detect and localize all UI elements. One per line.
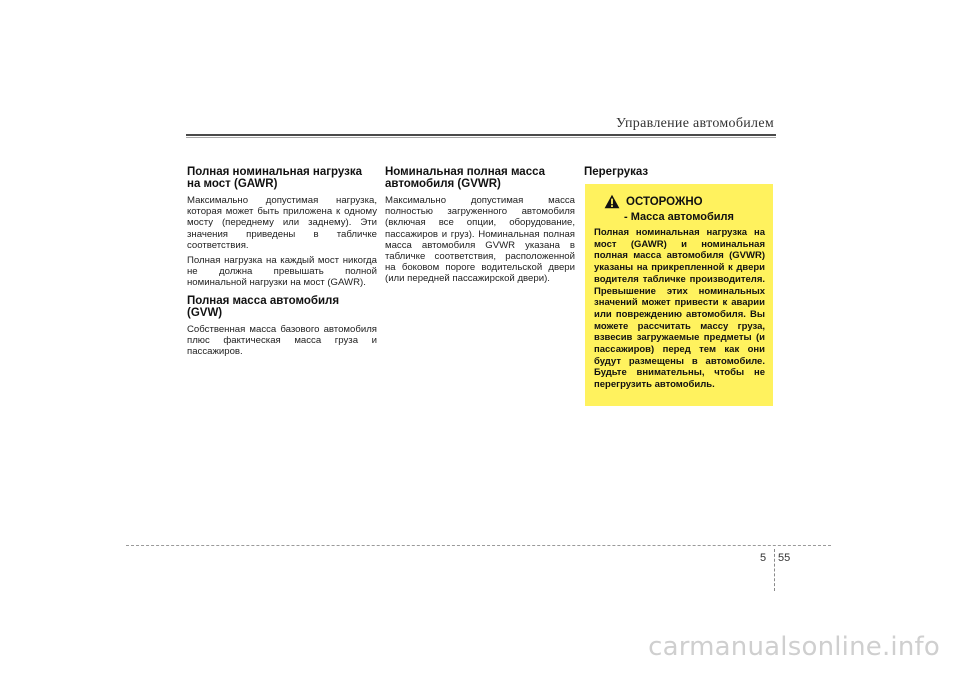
gvwr-heading: Номинальная полная масса автомобиля (GVWR) [385,166,546,190]
watermark: carmanualsonline.info [648,632,940,662]
warning-subtitle: - Масса автомобиля [624,211,734,223]
section-number: 5 [760,552,767,564]
footer-rule [126,545,831,546]
warning-text: Полная номинальная нагрузка на мост (GAWR) и номинальная полная масса автомобиля (GVWR) указаны на прикрепленной к двери водителя табличке производителя. Превышение этих номинальных значений может привести к аварии или повреждению автомобиля. Вы можете рассчитать массу груза, взвесив загружаемые предметы (и пассажиров) перед тем как они будут размещены в автомобиле. Будьте внимательны, чтобы не перегрузить автомобиль. [594,227,765,391]
overload-heading: Перегруказ [584,166,649,178]
gvw-paragraph: Собственная масса базового автомобиля плюс фактическая масса груза и пассажиров. [187,323,377,358]
warning-box [585,184,773,406]
page-number-divider [774,549,775,591]
page-number: 55 [778,552,791,564]
header-rule [186,134,776,136]
header-rule-thin [186,137,776,138]
warning-triangle-icon [604,194,620,209]
column-right [584,166,774,183]
gvwr-paragraph: Максимально допустимая масса полностью загруженного автомобиля (включая все опции, оборудование, пассажиров и груз). Номинальная полная масса автомобиля GVWR указана в табличке соответствия, расположенной на боковом пороге водительской двери (или передней пассажирской двери). [385,195,575,285]
warning-header [604,194,765,209]
page-header-title: Управление автомобилем [616,116,774,131]
gawr-paragraph-2: Полная нагрузка на каждый мост никогда не должна превышать полной номинальной нагрузки на мост (GAWR). [187,255,377,289]
gvw-heading: Полная масса автомобиля (GVW) [187,294,340,319]
gawr-heading: Полная номинальная нагрузка на мост (GAWR) [187,166,363,190]
gawr-paragraph-1: Максимально допустимая нагрузка, которая может быть приложена к одному мосту (переднему или заднему). Эти значения приведены в табличке соответствия. [187,195,377,251]
warning-label: ОСТОРОЖНО [626,195,703,208]
column-left [187,166,377,361]
column-middle [385,166,575,289]
